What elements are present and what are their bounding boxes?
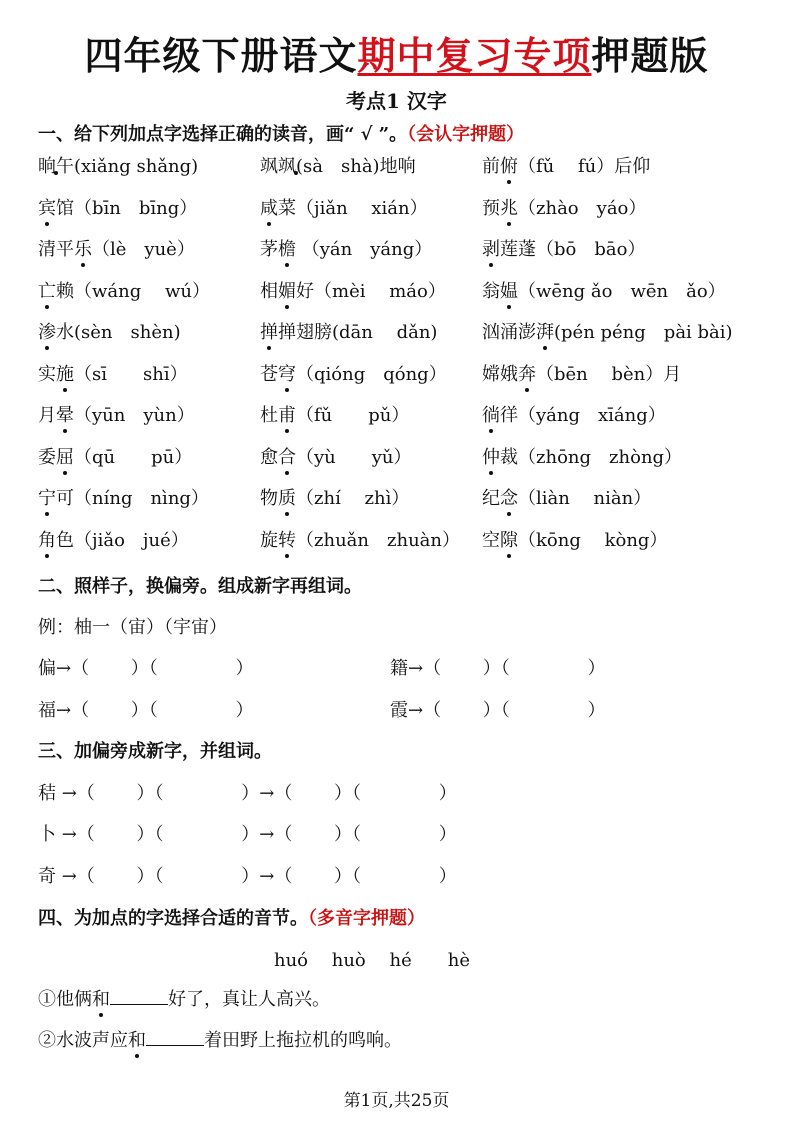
reading-item[interactable] — [38, 153, 198, 181]
reading-item[interactable] — [482, 485, 651, 513]
word-text: 徉 — [500, 405, 518, 426]
pinyin-choices: （jiǎn xián） — [296, 197, 428, 219]
reading-row — [0, 278, 793, 306]
pinyin-choices: (sèn shèn) — [74, 322, 181, 343]
word-text: 馆 — [56, 197, 74, 219]
answer-blank-1[interactable] — [110, 986, 168, 1005]
word-text: 愈 — [260, 446, 278, 468]
pinyin-choices: （yù yǔ） — [296, 446, 412, 468]
word-text: 可 — [56, 488, 74, 509]
section-1-note: （会认字押题） — [407, 124, 525, 145]
word-text: 苍 — [260, 363, 278, 385]
word-text: 汹涌澎 — [482, 322, 536, 343]
answer-blank-2[interactable] — [146, 1027, 204, 1046]
word-text: 午 — [56, 156, 74, 177]
dotted-char: 兆 — [500, 195, 518, 223]
question-1-post: 好了，真让人高兴。 — [168, 989, 330, 1010]
word-text: 实 — [38, 363, 56, 385]
question-1-dotted-char: 和 — [92, 986, 110, 1014]
pinyin-choices: （yán yáng） — [296, 239, 433, 260]
dotted-char: 掸 — [260, 319, 278, 347]
pinyin-choices: （yūn yùn） — [74, 405, 195, 426]
pinyin-choices: （zhí zhì） — [296, 488, 410, 509]
reading-row — [0, 485, 793, 513]
word-text: 月 — [38, 405, 56, 426]
pinyin-choices: （yáng xīáng） — [518, 405, 666, 426]
word-text: 前 — [482, 156, 500, 177]
reading-item[interactable] — [260, 319, 437, 347]
word-text: 月 — [663, 363, 682, 385]
reading-item[interactable] — [38, 319, 181, 347]
page-title — [0, 32, 793, 80]
pinyin-choices: （qū pū） — [74, 446, 193, 468]
reading-item[interactable] — [38, 236, 195, 264]
section-4-heading-text: 四、为加点的字选择合适的音节。 — [38, 908, 308, 929]
reading-row — [0, 195, 793, 223]
section-3-item: 奇 →（ ）（ ）→（ ）（ ） — [38, 866, 457, 887]
section-2-item: 偏→（ ）（ ） — [38, 658, 254, 679]
question-2-pre: ②水波声应 — [38, 1030, 128, 1051]
question-2-post: 着田野上拖拉机的鸣响。 — [204, 1030, 402, 1051]
word-text: 后仰 — [614, 156, 651, 177]
title-part-3: 押题版 — [591, 33, 709, 78]
reading-item[interactable] — [38, 444, 192, 472]
section-2-item: 福→（ ）（ ） — [38, 700, 254, 721]
reading-item[interactable] — [38, 195, 197, 223]
reading-row — [0, 402, 793, 430]
dotted-char: 仲 — [482, 444, 500, 472]
dotted-char: 檐 — [278, 236, 296, 264]
pinyin-choices: （fǔ pǔ） — [296, 405, 410, 426]
section-2-heading: 二、照样子，换偏旁。组成新字再组词。 — [38, 576, 362, 597]
pinyin-choices: （lè yuè） — [92, 239, 195, 260]
pinyin-choices: (sà shà) — [296, 156, 380, 177]
dotted-char: 合 — [278, 444, 296, 472]
reading-item[interactable] — [260, 527, 460, 555]
pinyin-choices: （zhōng zhòng） — [518, 446, 683, 468]
reading-item[interactable] — [482, 195, 646, 223]
title-part-2-highlight: 期中复习专项 — [357, 33, 592, 78]
reading-item[interactable] — [482, 278, 726, 306]
reading-item[interactable] — [260, 485, 409, 513]
reading-item[interactable] — [482, 444, 682, 472]
section-4-heading — [38, 906, 425, 932]
reading-item[interactable] — [38, 361, 188, 389]
reading-row — [0, 361, 793, 389]
word-text: 纪 — [482, 488, 500, 509]
pinyin-choices: （bēn bèn） — [536, 363, 664, 385]
dotted-char: 奔 — [518, 361, 536, 389]
pinyin-choices: (pén péng pài bài) — [554, 322, 733, 343]
pinyin-choices: (xiǎng shǎng) — [74, 156, 199, 177]
pinyin-choices: (dān dǎn) — [332, 322, 438, 343]
reading-item[interactable] — [260, 278, 446, 306]
pinyin-choices: （zhào yáo） — [518, 197, 647, 219]
pinyin-options: huó huò hé hè — [274, 950, 470, 971]
reading-item[interactable] — [38, 402, 195, 430]
word-text: 旋 — [260, 529, 278, 551]
pinyin-choices: （liàn niàn） — [518, 488, 652, 509]
word-text: 晌 — [38, 156, 56, 177]
reading-item[interactable] — [38, 527, 189, 555]
dotted-char: 亡 — [38, 278, 56, 306]
dotted-char: 屈 — [56, 444, 74, 472]
section-4-note: （多音字押题） — [308, 908, 425, 929]
reading-item[interactable] — [38, 278, 210, 306]
pinyin-choices: （bīn bīng） — [74, 197, 198, 219]
word-text: 飒飒 — [260, 156, 296, 177]
pinyin-choices: （qióng qóng） — [296, 363, 447, 385]
reading-item[interactable] — [482, 402, 666, 430]
section-1-heading — [38, 122, 524, 148]
reading-item[interactable] — [260, 444, 412, 472]
reading-item[interactable] — [260, 153, 416, 181]
reading-item[interactable] — [38, 485, 209, 513]
dotted-char: 剥 — [482, 236, 500, 264]
word-text: 空 — [482, 529, 500, 551]
section-2-item: 籍→（ ）（ ） — [390, 658, 606, 679]
reading-item[interactable] — [482, 319, 733, 347]
section-1-heading-text: 一、给下列加点字选择正确的读音，画“ √ ”。 — [38, 124, 408, 145]
reading-item[interactable] — [482, 527, 667, 555]
word-text: 莲蓬 — [500, 239, 536, 260]
pinyin-choices: （wēng ǎo wēn ǎo） — [518, 280, 726, 302]
dotted-char: 徜 — [482, 402, 500, 430]
pinyin-choices: （wáng wú） — [74, 280, 210, 302]
dotted-char: 质 — [278, 485, 296, 513]
pinyin-choices: （zhuǎn zhuàn） — [296, 529, 460, 551]
dotted-char: 渗 — [38, 319, 56, 347]
word-text: 地响 — [379, 156, 416, 177]
pinyin-choices: （sī shī） — [74, 363, 188, 385]
word-text: 相 — [260, 280, 278, 302]
word-text: 清平 — [38, 239, 74, 260]
reading-row — [0, 153, 793, 181]
reading-row — [0, 527, 793, 555]
word-text: 水 — [56, 322, 74, 343]
page-subtitle: 考点1 汉字 — [346, 89, 447, 113]
page-footer: 第1页,共25页 — [343, 1091, 450, 1111]
word-text: 色 — [56, 529, 74, 551]
section-2-item: 霞→（ ）（ ） — [390, 700, 606, 721]
dotted-char: 念 — [500, 485, 518, 513]
dotted-char: 湃 — [536, 319, 554, 347]
question-1-pre: ①他俩 — [38, 989, 92, 1010]
dotted-char: 角 — [38, 527, 56, 555]
word-text: 杜 — [260, 405, 278, 426]
reading-row — [0, 319, 793, 347]
dotted-char: 媪 — [500, 278, 518, 306]
word-text: 嫦娥 — [482, 363, 518, 385]
reading-item[interactable] — [260, 361, 447, 389]
dotted-char: 宁 — [38, 485, 56, 513]
title-part-1: 四年级下册语文 — [84, 33, 358, 78]
reading-row — [0, 236, 793, 264]
dotted-char: 乐 — [74, 236, 92, 264]
dotted-char: 隙 — [500, 527, 518, 555]
pinyin-choices: （bō bāo） — [536, 239, 646, 260]
word-text: 裁 — [500, 446, 518, 468]
pinyin-choices: （kōng kòng） — [518, 529, 668, 551]
word-text: 委 — [38, 446, 56, 468]
word-text: 菜 — [278, 197, 296, 219]
reading-item[interactable] — [482, 361, 681, 389]
word-text: 茅 — [260, 239, 278, 260]
word-text: 好 — [296, 280, 314, 302]
reading-item[interactable] — [482, 236, 645, 264]
section-3-item: 秸 →（ ）（ ）→（ ）（ ） — [38, 783, 457, 804]
question-1 — [38, 986, 330, 1014]
question-2 — [38, 1027, 402, 1055]
section-2-example: 例：柚一（宙）（宇宙） — [38, 617, 227, 638]
dotted-char: 宾 — [38, 195, 56, 223]
word-text: 赖 — [56, 280, 74, 302]
dotted-char: 媚 — [278, 278, 296, 306]
dotted-char: 施 — [56, 361, 74, 389]
word-text: 物 — [260, 488, 278, 509]
pinyin-choices: （mèi máo） — [314, 280, 446, 302]
reading-item[interactable] — [260, 195, 428, 223]
word-text: 预 — [482, 197, 500, 219]
word-text: 翁 — [482, 280, 500, 302]
dotted-char: 穹 — [278, 361, 296, 389]
pinyin-choices: （fǔ fú） — [518, 156, 615, 177]
section-3-heading: 三、加偏旁成新字，并组词。 — [38, 741, 272, 762]
reading-item[interactable] — [260, 402, 409, 430]
dotted-char: 转 — [278, 527, 296, 555]
dotted-char: 晕 — [56, 402, 74, 430]
dotted-char: 甫 — [278, 402, 296, 430]
question-2-dotted-char: 和 — [128, 1027, 146, 1055]
reading-row — [0, 444, 793, 472]
pinyin-choices: （níng nìng） — [74, 488, 209, 509]
dotted-char: 俯 — [500, 153, 518, 181]
reading-item[interactable] — [260, 236, 432, 264]
word-text: 掸翅膀 — [278, 322, 332, 343]
pinyin-choices: （jiǎo jué） — [74, 529, 189, 551]
dotted-char: 咸 — [260, 195, 278, 223]
section-3-item: 卜 →（ ）（ ）→（ ）（ ） — [38, 824, 457, 845]
reading-item[interactable] — [482, 153, 650, 181]
